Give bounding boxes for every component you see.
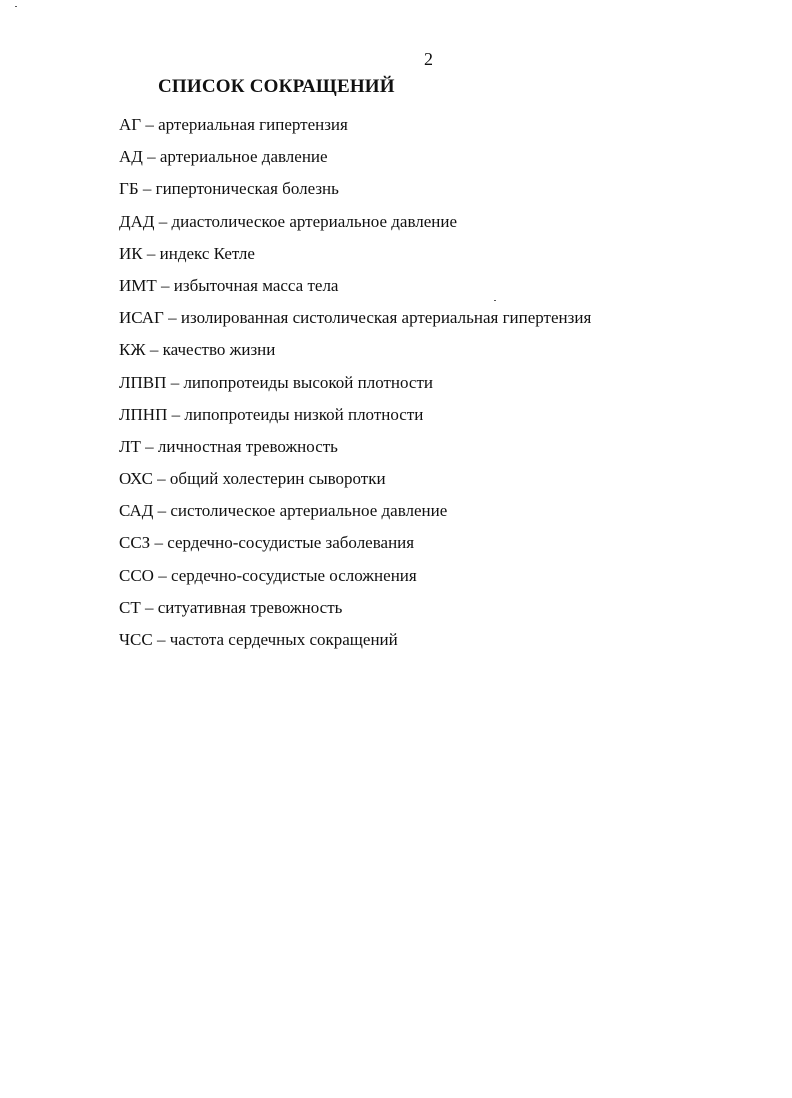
- list-item: СТ – ситуативная тревожность: [119, 597, 343, 617]
- page-number: 2: [424, 49, 433, 69]
- list-item: ДАД – диастолическое артериальное давление: [119, 211, 458, 231]
- abbreviation-definition: липопротеиды низкой плотности: [184, 404, 424, 424]
- list-item: КЖ – качество жизни: [119, 340, 276, 360]
- abbreviation-definition: систолическое артериальное давление: [170, 501, 448, 521]
- abbreviation-definition: сердечно-сосудистые заболевания: [167, 533, 415, 553]
- abbreviation-term: КЖ: [119, 340, 146, 360]
- scan-speck: [15, 6, 17, 7]
- abbreviation-term: ЛПНП: [119, 404, 168, 424]
- abbreviation-term: ЛТ: [119, 436, 141, 456]
- abbreviation-term: ДАД: [119, 211, 155, 231]
- abbreviation-definition: избыточная масса тела: [173, 275, 339, 295]
- abbreviation-list: [119, 113, 591, 660]
- abbreviation-term: СТ: [119, 597, 141, 617]
- abbreviation-term: ЛПВП: [119, 372, 167, 392]
- list-item: ГБ – гипертоническая болезнь: [119, 179, 339, 199]
- abbreviation-definition: артериальное давление: [159, 147, 328, 167]
- abbreviation-definition: сердечно-сосудистые осложнения: [170, 565, 417, 585]
- abbreviation-term: ССО: [119, 565, 154, 585]
- abbreviation-definition: качество жизни: [162, 340, 276, 360]
- abbreviation-definition: гипертоническая болезнь: [155, 179, 339, 199]
- list-item: ЛТ – личностная тревожность: [119, 436, 338, 456]
- abbreviation-definition: личностная тревожность: [157, 436, 338, 456]
- abbreviation-term: АД: [119, 147, 143, 167]
- list-item: ЧСС – частота сердечных сокращений: [119, 630, 398, 649]
- list-item: АГ – артериальная гипертензия: [119, 115, 348, 134]
- abbreviation-definition: частота сердечных сокращений: [169, 630, 398, 649]
- list-item: ИСАГ – изолированная систолическая артериальная гипертензия: [119, 308, 592, 328]
- abbreviation-term: ИМТ: [119, 275, 157, 295]
- list-item: САД – систолическое артериальное давление: [119, 501, 448, 521]
- page-title: СПИСОК СОКРАЩЕНИЙ: [158, 76, 395, 97]
- abbreviation-definition: изолированная систолическая артериальная гипертензия: [180, 308, 592, 328]
- abbreviation-term: АГ: [119, 115, 142, 134]
- list-item: ССО – сердечно-сосудистые осложнения: [119, 565, 417, 585]
- abbreviation-definition: диастолическое артериальное давление: [171, 211, 458, 231]
- list-item: ИМТ – избыточная масса тела: [119, 275, 339, 295]
- abbreviation-term: ЧСС: [119, 630, 153, 649]
- abbreviation-term: ССЗ: [119, 533, 151, 553]
- list-item: ССЗ – сердечно-сосудистые заболевания: [119, 533, 415, 553]
- abbreviation-definition: общий холестерин сыворотки: [169, 469, 386, 489]
- abbreviation-definition: липопротеиды высокой плотности: [183, 372, 434, 392]
- list-item: ЛПНП – липопротеиды низкой плотности: [119, 404, 424, 424]
- abbreviation-term: ГБ: [119, 179, 139, 199]
- list-item: АД – артериальное давление: [119, 147, 328, 167]
- abbreviation-term: ОХС: [119, 469, 153, 489]
- abbreviation-term: ИСАГ: [119, 308, 164, 328]
- abbreviation-definition: артериальная гипертензия: [158, 115, 348, 134]
- list-item: ИК – индекс Кетле: [119, 243, 255, 263]
- abbreviation-definition: индекс Кетле: [159, 243, 255, 263]
- list-item: ОХС – общий холестерин сыворотки: [119, 469, 386, 489]
- abbreviation-definition: ситуативная тревожность: [157, 597, 343, 617]
- abbreviation-term: ИК: [119, 243, 143, 263]
- list-item: ЛПВП – липопротеиды высокой плотности: [119, 372, 434, 392]
- abbreviation-term: САД: [119, 501, 154, 521]
